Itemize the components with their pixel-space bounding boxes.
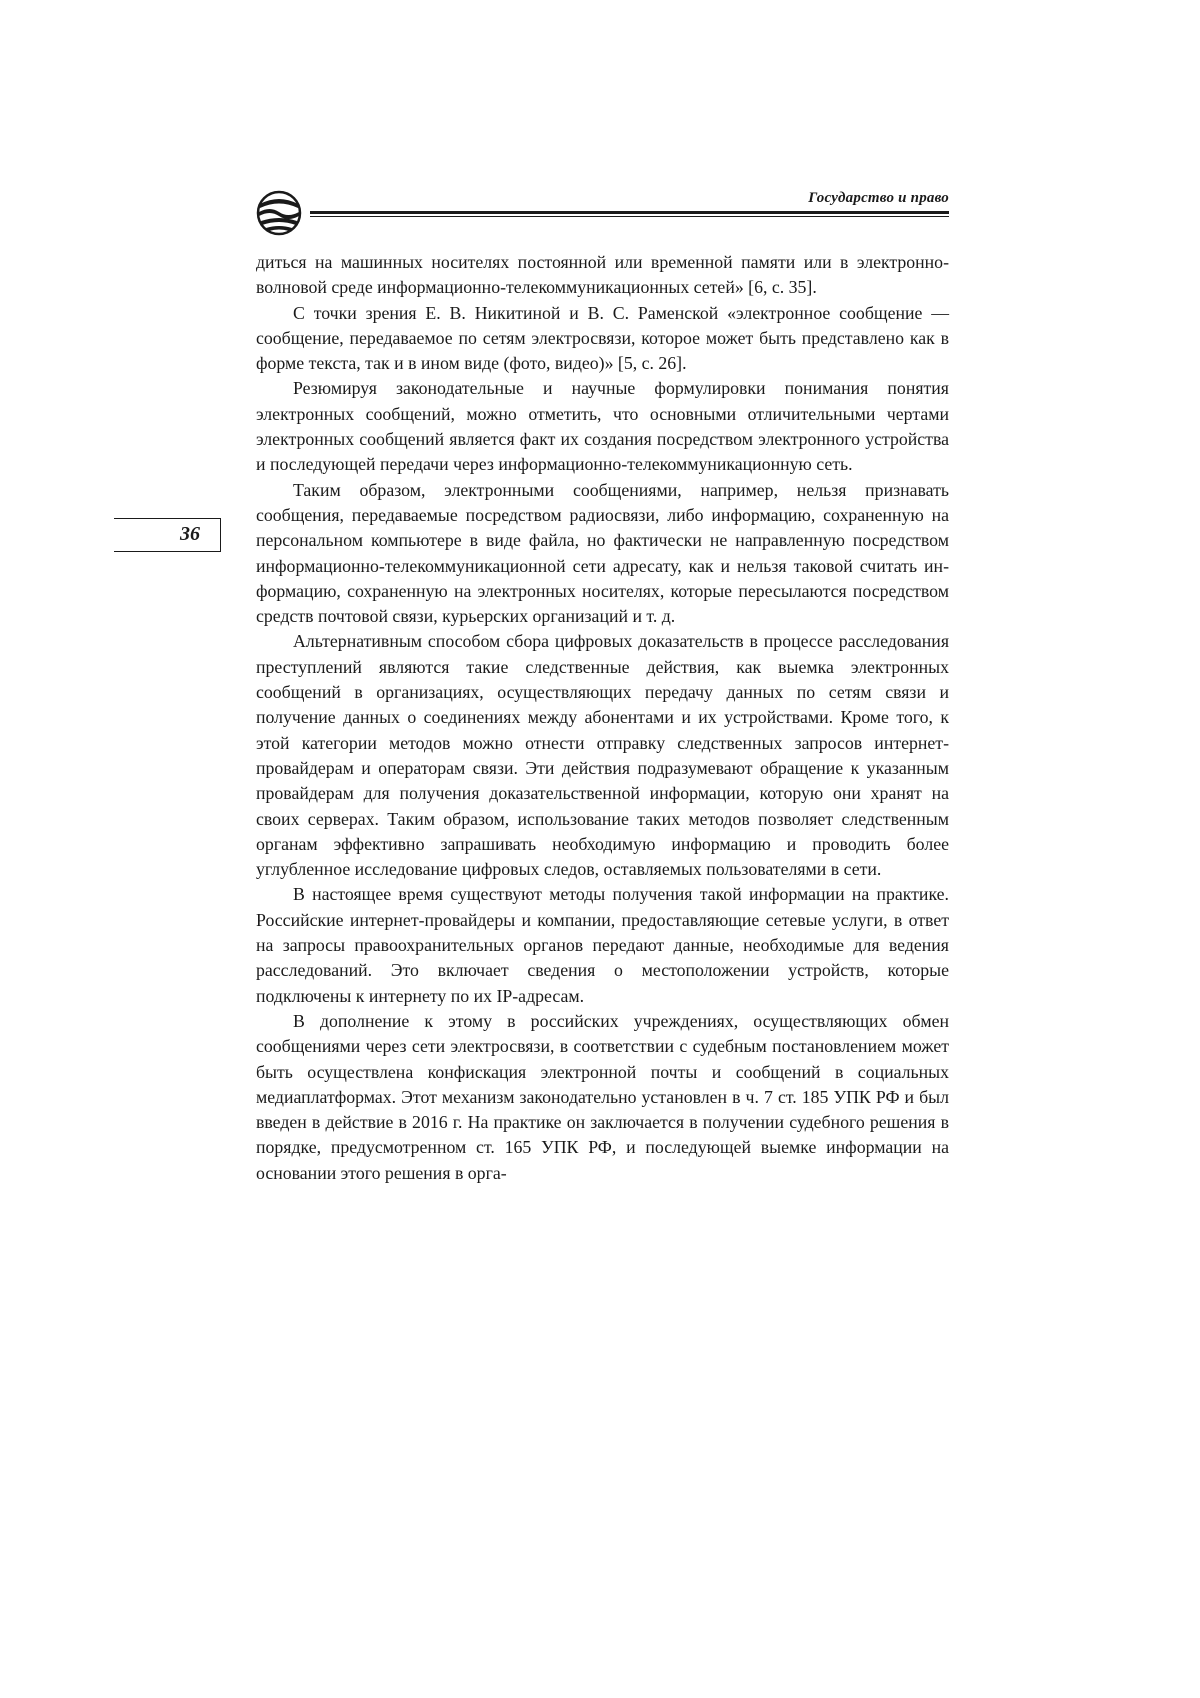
body-text <box>256 250 949 1186</box>
page-header <box>256 190 949 236</box>
paragraph: В настоящее время существуют методы получения такой информации на практике. Российские интернет-провайдеры и компании, предоставляющие сетевые услуги, в ответ на запросы правоохранительных органов передают данные, необходимые для ведения расследований. Это включает сведения о местоположении устройств, которые подключены к интернету по их IP-адресам. <box>256 884 949 1006</box>
header-rule-thick <box>310 211 949 214</box>
page-number: 36 <box>180 523 200 545</box>
paragraph: Резюмируя законодательные и научные формулировки понимания понятия электронных сообщений, можно отметить, что основными отличительными чертами электронных сообщений является факт их создания посредством электронного устройства и последующей передачи через информационно-телекоммуникационную сеть. <box>256 378 949 475</box>
paragraph: Альтернативным способом сбора цифровых доказательств в процессе расследования преступлений являются такие следственные действия, как выемка электронных сообщений в организациях, осуществляющих передачу данных по сетям связи и получение данных о соединениях между абонентами и их устройствами. Кроме того, к этой категории методов можно отнести отправку следственных запросов интернет-провайдерам и операторам связи. Эти действия подразумевают обращение к указанным провайдерам для получения доказательственной информации, которую они хранят на своих серверах. Таким образом, использование таких методов позволяет следственным органам эффективно запрашивать необходимую информацию и проводить более углубленное исследование цифровых следов, оставляемых пользователями в сети. <box>256 631 949 880</box>
header-rule-thin <box>310 216 949 217</box>
paragraph: диться на машинных носителях постоянной или временной памяти или в электронно-волновой среде информационно-телекоммуникационных сетей» [6, с. 35]. <box>256 252 949 298</box>
paragraph: С точки зрения Е. В. Никитиной и В. С. Раменской «электронное сообщение — сообщение, передаваемое по сетям электросвязи, которое может быть представлено как в форме текста, так и в ином виде (фото, видео)» [5, с. 26]. <box>256 302 949 374</box>
page-number-box <box>114 518 221 552</box>
wave-globe-logo-icon <box>256 190 302 236</box>
paragraph: Таким образом, электронными сообщениями, например, нельзя признавать сообщения, передаваемые посредством радиосвязи, либо информацию, сохраненную на персональном компьютере в виде файла, но фактически не направленную посредством информационно-телекоммуникационной сети адресату, как и нельзя таковой считать информацию, сохраненную на электронных носителях, которые пересылаются посредством средств почтовой связи, курьерских организаций и т. д. <box>256 479 949 627</box>
journal-title: Государство и право <box>808 190 949 206</box>
paragraph: В дополнение к этому в российских учреждениях, осуществляющих обмен сообщениями через сети электросвязи, в соответствии с судебным постановлением может быть осуществлена конфискация электронной почты и сообщений в социальных медиаплатформах. Этот механизм законодательно установлен в ч. 7 ст. 185 УПК РФ и был введен в действие в 2016 г. На практике он заключается в получении судебного решения в порядке, предусмотренном ст. 165 УПК РФ, и последующей выемке информации на основании этого решения в орга- <box>256 1010 949 1183</box>
